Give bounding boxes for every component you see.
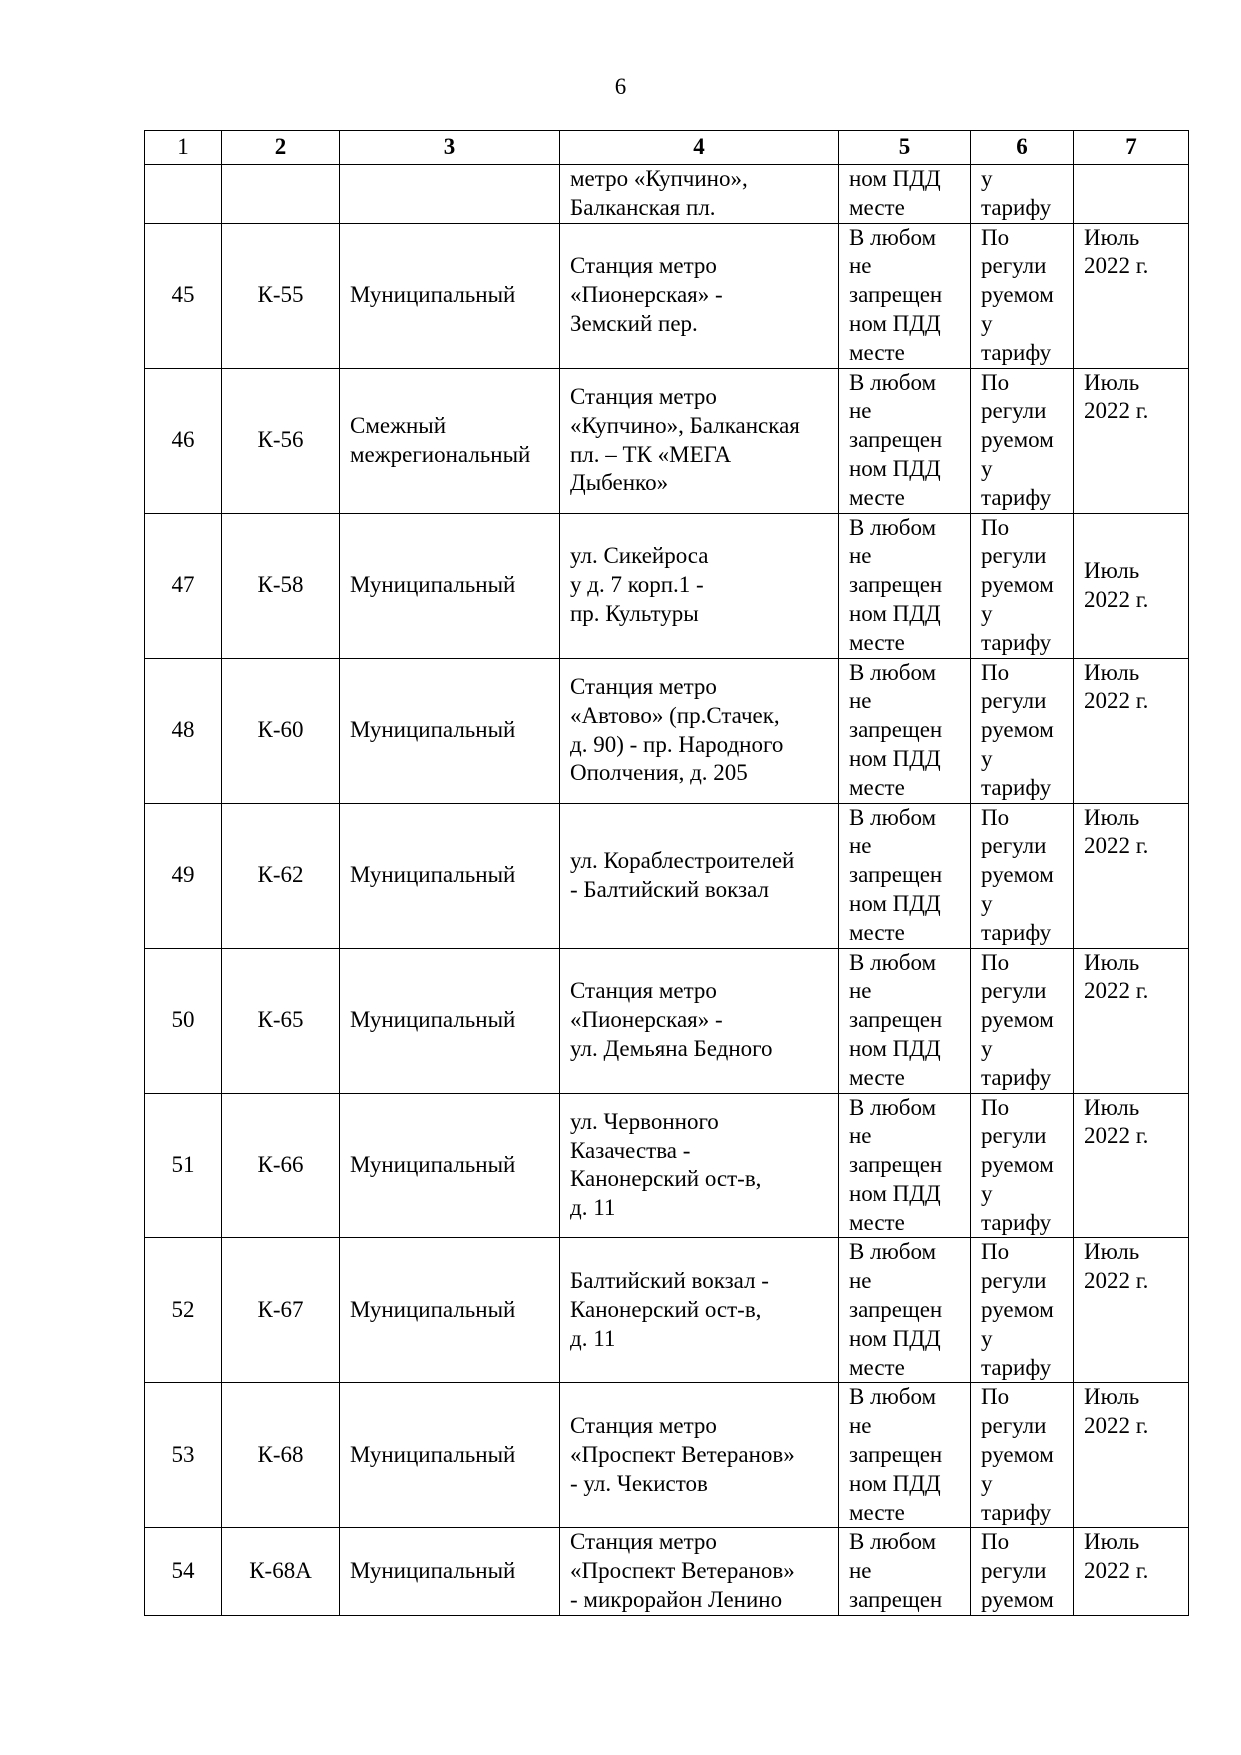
route-path-cell: Станция метро «Пионерская» - Земский пер. [560, 223, 839, 368]
route-type-cell: Муниципальный [340, 223, 560, 368]
routes-table [144, 130, 1189, 1616]
tariff-cell: По регули руемом у тарифу [971, 658, 1074, 803]
stop-place-cell: В любом не запрещен ном ПДД месте [839, 803, 971, 948]
stop-place-cell: В любом не запрещен ном ПДД месте [839, 948, 971, 1093]
route-path-cell: ул. Сикейроса у д. 7 корп.1 - пр. Культуры [560, 513, 839, 658]
route-type-cell: Муниципальный [340, 803, 560, 948]
row-number-cell: 53 [145, 1383, 222, 1528]
route-number-cell: К-62 [222, 803, 340, 948]
start-date-cell: Июль 2022 г. [1074, 1093, 1189, 1238]
route-number-cell: К-58 [222, 513, 340, 658]
stop-place-cell: В любом не запрещен ном ПДД месте [839, 1238, 971, 1383]
start-date-cell [1074, 165, 1189, 224]
table-row [145, 368, 1189, 513]
start-date-cell: Июль 2022 г. [1074, 1528, 1189, 1615]
row-number-cell: 49 [145, 803, 222, 948]
tariff-cell: По регули руемом у тарифу [971, 803, 1074, 948]
row-number-cell: 50 [145, 948, 222, 1093]
continuation-row [145, 165, 1189, 224]
row-number-cell: 51 [145, 1093, 222, 1238]
column-header-5: 5 [839, 131, 971, 165]
table-cell [340, 165, 560, 224]
column-header-1: 1 [145, 131, 222, 165]
route-type-cell: Муниципальный [340, 1093, 560, 1238]
route-number-cell: К-65 [222, 948, 340, 1093]
route-number-cell: К-67 [222, 1238, 340, 1383]
stop-place-cell: В любом не запрещен ном ПДД месте [839, 513, 971, 658]
stop-place-cell: ном ПДД месте [839, 165, 971, 224]
table-row [145, 223, 1189, 368]
route-path-cell: Станция метро «Пионерская» - ул. Демьяна Бедного [560, 948, 839, 1093]
table-cell [222, 165, 340, 224]
stop-place-cell: В любом не запрещен ном ПДД месте [839, 1093, 971, 1238]
start-date-cell: Июль 2022 г. [1074, 513, 1189, 658]
route-type-cell: Муниципальный [340, 948, 560, 1093]
route-type-cell: Муниципальный [340, 1383, 560, 1528]
table-row [145, 1238, 1189, 1383]
table-cell [145, 165, 222, 224]
route-number-cell: К-66 [222, 1093, 340, 1238]
row-number-cell: 45 [145, 223, 222, 368]
start-date-cell: Июль 2022 г. [1074, 1238, 1189, 1383]
route-number-cell: К-56 [222, 368, 340, 513]
table-row [145, 1528, 1189, 1615]
route-number-cell: К-68А [222, 1528, 340, 1615]
start-date-cell: Июль 2022 г. [1074, 803, 1189, 948]
route-path-cell: Станция метро «Проспект Ветеранов» - ул. Чекистов [560, 1383, 839, 1528]
route-path-cell: ул. Червонного Казачества - Канонерский ост-в, д. 11 [560, 1093, 839, 1238]
route-number-cell: К-60 [222, 658, 340, 803]
tariff-cell: По регули руемом у тарифу [971, 1383, 1074, 1528]
tariff-cell: По регули руемом [971, 1528, 1074, 1615]
column-header-6: 6 [971, 131, 1074, 165]
column-header-2: 2 [222, 131, 340, 165]
row-number-cell: 46 [145, 368, 222, 513]
row-number-cell: 52 [145, 1238, 222, 1383]
stop-place-cell: В любом не запрещен ном ПДД месте [839, 223, 971, 368]
stop-place-cell: В любом не запрещен ном ПДД месте [839, 658, 971, 803]
start-date-cell: Июль 2022 г. [1074, 223, 1189, 368]
start-date-cell: Июль 2022 г. [1074, 948, 1189, 1093]
route-number-cell: К-55 [222, 223, 340, 368]
tariff-cell: По регули руемом у тарифу [971, 223, 1074, 368]
row-number-cell: 48 [145, 658, 222, 803]
route-type-cell: Муниципальный [340, 1528, 560, 1615]
row-number-cell: 54 [145, 1528, 222, 1615]
route-path-cell: Станция метро «Проспект Ветеранов» - микрорайон Ленино [560, 1528, 839, 1615]
table-row [145, 803, 1189, 948]
route-path-cell: Станция метро «Купчино», Балканская пл. – ТК «МЕГА Дыбенко» [560, 368, 839, 513]
table-row [145, 658, 1189, 803]
column-header-4: 4 [560, 131, 839, 165]
route-type-cell: Муниципальный [340, 658, 560, 803]
tariff-cell: По регули руемом у тарифу [971, 948, 1074, 1093]
column-header-7: 7 [1074, 131, 1189, 165]
route-type-cell: Муниципальный [340, 513, 560, 658]
table-row [145, 948, 1189, 1093]
column-header-3: 3 [340, 131, 560, 165]
route-path-cell: Балтийский вокзал - Канонерский ост-в, д. 11 [560, 1238, 839, 1383]
route-type-cell: Муниципальный [340, 1238, 560, 1383]
table-row [145, 1383, 1189, 1528]
start-date-cell: Июль 2022 г. [1074, 368, 1189, 513]
tariff-cell: По регули руемом у тарифу [971, 368, 1074, 513]
route-path-cell: ул. Кораблестроителей - Балтийский вокзал [560, 803, 839, 948]
tariff-cell: По регули руемом у тарифу [971, 513, 1074, 658]
page-number: 6 [614, 74, 627, 99]
row-number-cell: 47 [145, 513, 222, 658]
table-header-row [145, 131, 1189, 165]
start-date-cell: Июль 2022 г. [1074, 1383, 1189, 1528]
stop-place-cell: В любом не запрещен [839, 1528, 971, 1615]
table-row [145, 513, 1189, 658]
route-number-cell: К-68 [222, 1383, 340, 1528]
stop-place-cell: В любом не запрещен ном ПДД месте [839, 1383, 971, 1528]
tariff-cell: По регули руемом у тарифу [971, 1093, 1074, 1238]
tariff-cell: у тарифу [971, 165, 1074, 224]
route-type-cell: Смежный межрегиональный [340, 368, 560, 513]
start-date-cell: Июль 2022 г. [1074, 658, 1189, 803]
route-path-cell: метро «Купчино», Балканская пл. [560, 165, 839, 224]
tariff-cell: По регули руемом у тарифу [971, 1238, 1074, 1383]
table-row [145, 1093, 1189, 1238]
stop-place-cell: В любом не запрещен ном ПДД месте [839, 368, 971, 513]
route-path-cell: Станция метро «Автово» (пр.Стачек, д. 90) - пр. Народного Ополчения, д. 205 [560, 658, 839, 803]
